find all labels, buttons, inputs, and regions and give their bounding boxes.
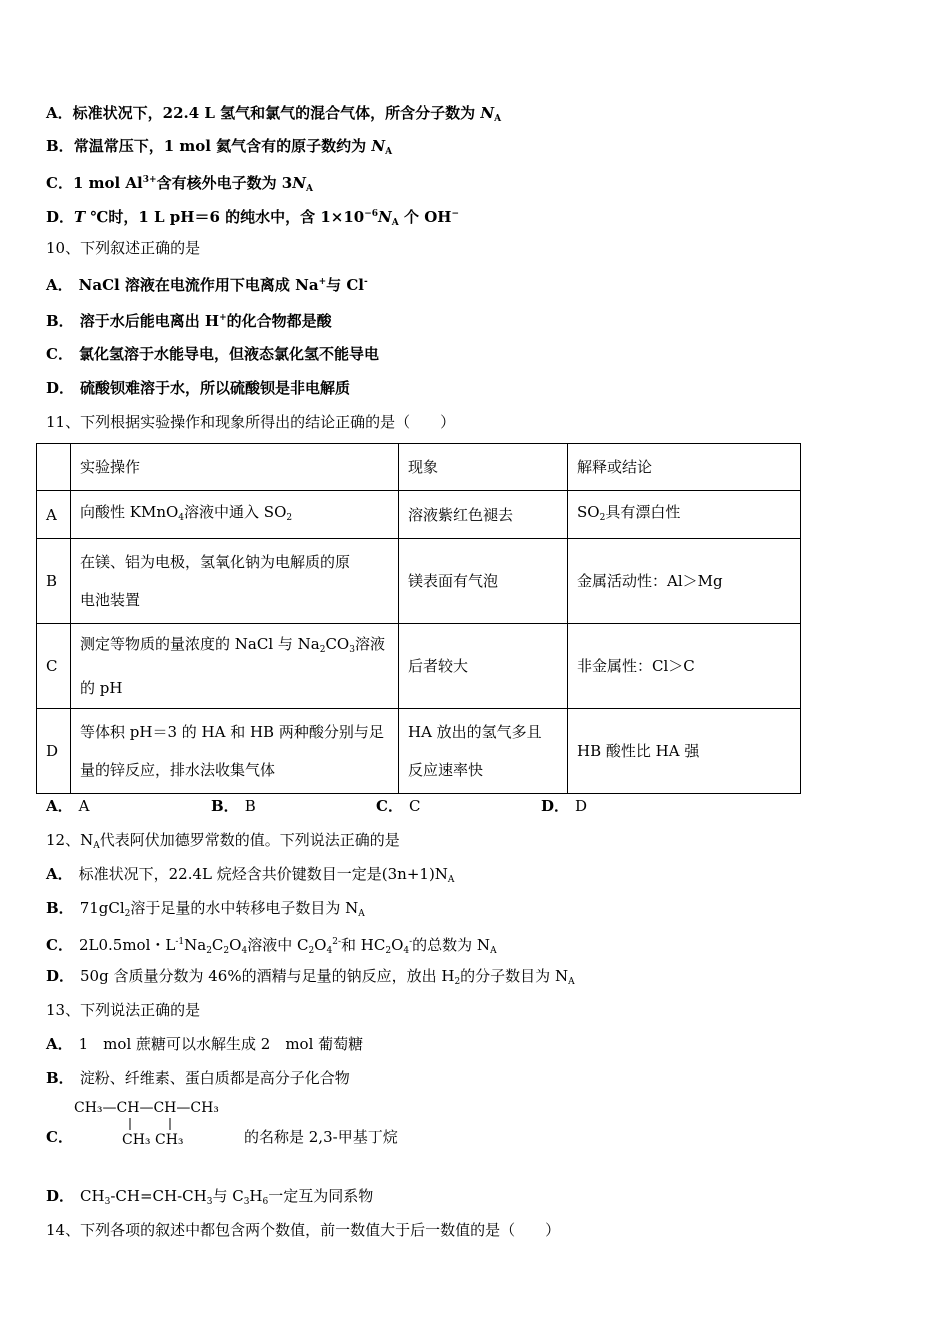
table-header-row xyxy=(37,444,801,491)
row-conclusion: 金属活动性：Al＞Mg xyxy=(568,539,801,624)
table-row xyxy=(37,491,801,539)
row-phenomenon: HA 放出的氢气多且 反应速率快 xyxy=(399,709,568,794)
q10-option-b: B． 溶于水后能电离出 H+的化合物都是酸 xyxy=(46,312,332,330)
q12-option-b: B． 71gCl$_2$溶于足量的水中转移电子数目为 $N_A$ xyxy=(46,899,365,919)
q13-option-a: A． 1 mol 蔗糖可以水解生成 2 mol 葡萄糖 xyxy=(46,1035,364,1053)
q14-stem: 14、下列各项的叙述中都包含两个数值，前一数值大于后一数值的是（ ） xyxy=(46,1221,561,1239)
q10-option-c: C． 氯化氢溶于水能导电，但液态氯化氢不能导电 xyxy=(46,345,379,363)
table-header-cell: 解释或结论 xyxy=(568,444,801,491)
q9-option-a: A．标准状况下，22.4 L 氢气和氯气的混合气体，所含分子数为 $N_A$ xyxy=(46,104,502,124)
formula-branches: CH₃ CH₃ xyxy=(122,1132,184,1148)
q11-stem: 11、下列根据实验操作和现象所得出的结论正确的是（ ） xyxy=(46,413,456,431)
row-operation: 测定等物质的量浓度的 NaCl 与 $Na_2CO_3$溶液 的 pH xyxy=(71,624,399,709)
row-operation: 向酸性 KMnO$_4$溶液中通入 $SO_2$ xyxy=(71,491,399,539)
q9-option-b: B．常温常压下，1 mol 氦气含有的原子数约为 $N_A$ xyxy=(46,137,393,157)
table-row xyxy=(37,624,801,709)
q9-option-d: D．T ℃时，1 L pH＝6 的纯水中，含 $1\times 10^{-6}N_A$ 个 OH− xyxy=(46,208,459,228)
q13-option-b: B． 淀粉、纤维素、蛋白质都是高分子化合物 xyxy=(46,1069,350,1087)
row-phenomenon: 后者较大 xyxy=(399,624,568,709)
row-conclusion: $SO_2$具有漂白性 xyxy=(568,491,801,539)
row-key: B xyxy=(37,539,71,624)
q10-option-d: D． 硫酸钡难溶于水，所以硫酸钡是非电解质 xyxy=(46,379,351,397)
structural-formula xyxy=(74,1100,234,1148)
q12-stem: 12、$N_A$代表阿伏加德罗常数的值。下列说法正确的是 xyxy=(46,831,400,851)
q13-option-c-label: C． xyxy=(46,1128,73,1146)
table-row xyxy=(37,539,801,624)
q11-table xyxy=(36,443,801,794)
row-key: A xyxy=(37,491,71,539)
q13-option-c-text: 的名称是 2,3-甲基丁烷 xyxy=(244,1128,398,1146)
table-header-cell xyxy=(37,444,71,491)
q12-option-a: A． 标准状况下，22.4L 烷烃含共价键数目一定是$(3n+1)N_A$ xyxy=(46,865,455,885)
row-key: C xyxy=(37,624,71,709)
row-operation: 等体积 pH＝3 的 HA 和 HB 两种酸分别与足 量的锌反应，排水法收集气体 xyxy=(71,709,399,794)
q13-option-d: D． $CH_3-CH=CH-CH_3$与 $C_3H_6$一定互为同系物 xyxy=(46,1187,374,1207)
row-operation: 在镁、铝为电极，氢氧化钠为电解质的原 电池装置 xyxy=(71,539,399,624)
q9-option-c: C．1 mol $Al^{3+}$含有核外电子数为 $3N_A$ xyxy=(46,174,313,194)
q10-option-a: A． NaCl 溶液在电流作用下电离成 Na+与 Cl- xyxy=(46,276,368,294)
row-key: D xyxy=(37,709,71,794)
q12-option-d: D． 50g 含质量分数为 46%的酒精与足量的钠反应，放出 $H_2$的分子数目为 $N_A$ xyxy=(46,967,575,987)
q11-answer-b: B． B xyxy=(211,797,256,815)
row-conclusion: HB 酸性比 HA 强 xyxy=(568,709,801,794)
row-phenomenon: 镁表面有气泡 xyxy=(399,539,568,624)
table-header-cell: 现象 xyxy=(399,444,568,491)
table-header-cell: 实验操作 xyxy=(71,444,399,491)
formula-main-chain: CH₃—CH—CH—CH₃ xyxy=(74,1100,219,1116)
formula-bonds xyxy=(74,1116,234,1132)
q11-answer-c: C． C xyxy=(376,797,421,815)
row-phenomenon: 溶液紫红色褪去 xyxy=(399,491,568,539)
q13-stem: 13、下列说法正确的是 xyxy=(46,1001,201,1019)
q12-option-c: C． 2L0.5mol・$L^{-1}Na_2C_2O_4$溶液中 $C_2O_4^{2-}$和 $HC_2O_4^-$的总数为 $N_A$ xyxy=(46,936,497,956)
q10-stem: 10、下列叙述正确的是 xyxy=(46,239,201,257)
row-conclusion: 非金属性：Cl＞C xyxy=(568,624,801,709)
q11-answer-d: D． D xyxy=(541,797,588,815)
table-row xyxy=(37,709,801,794)
q11-answer-a: A． A xyxy=(46,797,90,815)
